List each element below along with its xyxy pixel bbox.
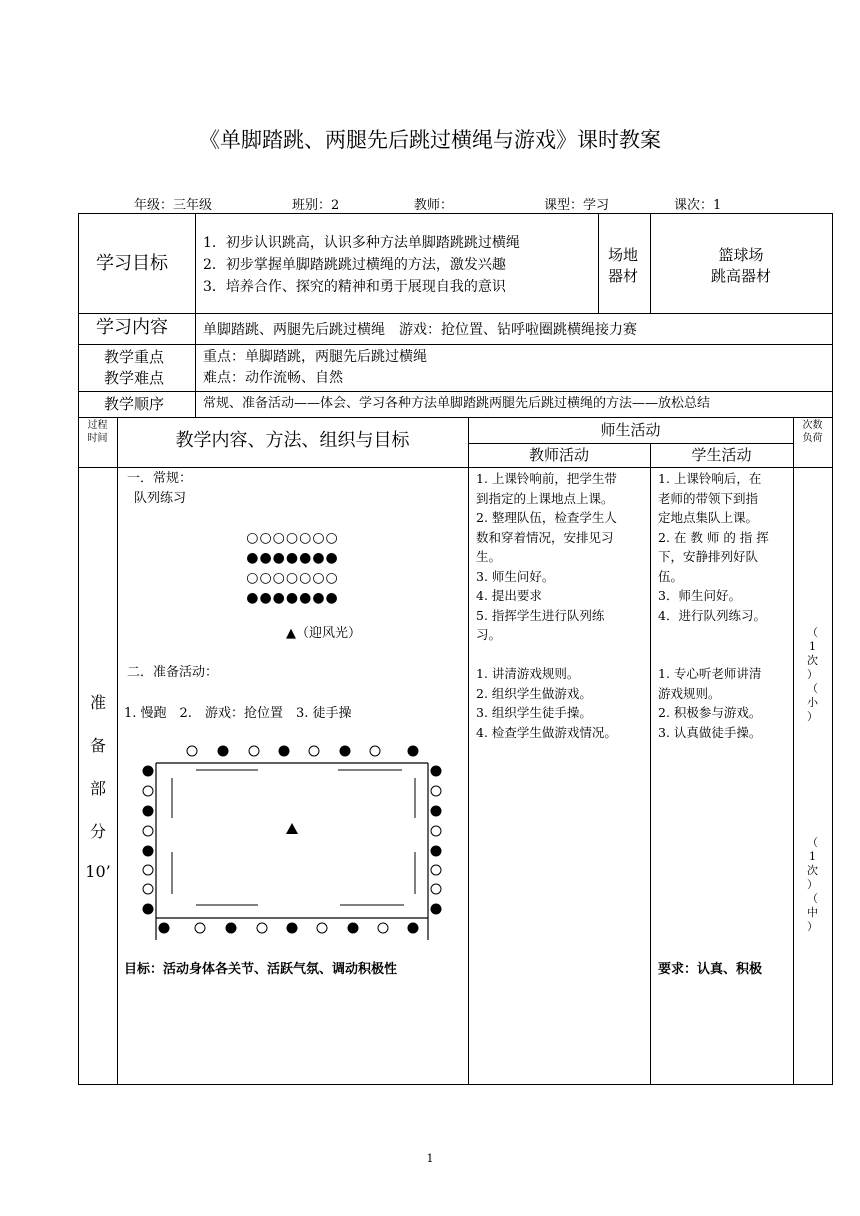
load-char: （ [807, 626, 818, 639]
activity-line: 1. 专心听老师讲清 [658, 666, 762, 681]
activity-line: 1. 上课铃响前，把学生带 [476, 471, 617, 486]
load-small [793, 626, 832, 724]
formation-row: ○○○○○○○ [246, 530, 339, 546]
activity-line: 4. 检查学生做游戏情况。 [476, 724, 617, 740]
activity-line: 4. 提出要求 [476, 588, 542, 603]
activity-line: 老师的带领下到指 [658, 490, 759, 506]
focus-text: 重点：单脚踏跳，两腿先后跳过横绳 [203, 349, 427, 365]
activity-line: 到指定的上课地点上课。 [476, 490, 614, 506]
activity-line: 4．进行队列练习。 [658, 607, 766, 623]
activity-line: 3. 组织学生徒手操。 [476, 705, 592, 720]
difficulty-text: 难点：动作流畅、自然 [203, 370, 343, 386]
difficulty-label: 教学难点 [104, 369, 165, 387]
session-info: 课次：1 [674, 198, 722, 213]
load-char: ） [807, 920, 818, 933]
grade-info: 年级：三年级 [134, 198, 213, 213]
warmup-heading: 二．准备活动： [127, 665, 219, 680]
page-title: 《单脚踏跳、两腿先后跳过横绳与游戏》课时教案 [199, 128, 661, 152]
teacher-info: 教师： [414, 198, 454, 213]
activity-line: 数和穿着情况，安排见习 [476, 529, 614, 545]
type-info: 课型：学习 [544, 198, 610, 213]
student-requirement: 要求：认真、积极 [658, 962, 763, 977]
activity-line: 2. 整理队伍，检查学生人 [476, 510, 617, 525]
load-char: ） [807, 710, 818, 723]
goal-item: 3．培养合作、探究的精神和勇于展现自我的意识 [203, 279, 506, 295]
venue-label: 场地 [608, 246, 639, 264]
time-label: 时间 [87, 433, 108, 444]
load-char: 1 [809, 640, 816, 653]
activity-line: 定地点集队上课。 [658, 510, 759, 525]
count-label: 次数 [802, 420, 823, 431]
section-char: 分 [89, 822, 106, 841]
section-char: 部 [89, 779, 106, 798]
activity-line: 2. 在 教 师 的 指 挥 [658, 529, 769, 545]
activity-line: 2. 组织学生做游戏。 [476, 685, 592, 701]
goal-item: 2．初步掌握单脚踏跳跳过横绳的方法，激发兴趣 [203, 257, 506, 273]
activity-line: 3. 认真做徒手操。 [658, 724, 762, 740]
equipment-value: 跳高器材 [710, 267, 771, 285]
order-text: 常规、准备活动——体会、学习各种方法单脚踏跳两腿先后跳过横绳的方法——放松总结 [203, 396, 711, 411]
content-method-header: 教学内容、方法、组织与目标 [175, 430, 410, 451]
teacher-activity-header: 教师活动 [528, 446, 589, 464]
class-info: 班别：2 [292, 198, 340, 213]
focus-label: 教学重点 [104, 348, 165, 366]
content-goal: 目标：活动身体各关节、活跃气氛、调动积极性 [124, 962, 398, 977]
load-char: 小 [807, 696, 818, 709]
load-char: 中 [807, 906, 818, 919]
activity-line [658, 625, 790, 645]
teacher-activity-list [476, 469, 646, 742]
field-diagram [118, 470, 466, 970]
activity-line: 1. 上课铃响后，在 [658, 471, 762, 486]
activity-header: 师生活动 [600, 421, 661, 439]
activity-line: 伍。 [658, 568, 684, 584]
student-activity-list [658, 469, 790, 742]
formation-row: ●●●●●●● [246, 550, 339, 566]
load-char: （ [807, 892, 818, 905]
activity-line: 1. 讲清游戏规则。 [476, 666, 580, 681]
load-char: ） [807, 668, 818, 681]
section-char: 准 [89, 693, 106, 712]
content-text: 单脚踏跳、两腿先后跳过横绳 游戏：抢位置、钻呼啦圈跳横绳接力赛 [203, 322, 637, 338]
routine-heading: 一．常规： [127, 471, 193, 486]
activity-line: 5. 指挥学生进行队列练 [476, 607, 605, 623]
section-char: 备 [89, 736, 106, 755]
activity-line [476, 645, 646, 665]
process-label: 过程 [87, 420, 108, 431]
activity-line: 3. 师生问好。 [476, 568, 555, 584]
goals-label: 学习目标 [96, 253, 168, 274]
formation-row: ○○○○○○○ [246, 570, 339, 586]
activity-line [658, 645, 790, 665]
venue-value: 篮球场 [718, 246, 764, 264]
load-char: （ [807, 836, 818, 849]
activity-line: 2. 积极参与游戏。 [658, 705, 762, 720]
section-duration: 10’ [85, 862, 111, 881]
drill-text: 队列练习 [134, 491, 187, 506]
load-label: 负荷 [802, 433, 823, 444]
page-number: 1 [426, 1152, 434, 1165]
load-medium [793, 836, 832, 934]
activity-line: 3．师生问好。 [658, 588, 741, 603]
load-char: ） [807, 878, 818, 891]
activity-line: 习。 [476, 627, 502, 642]
activity-line: 游戏规则。 [658, 685, 721, 701]
activity-line: 生。 [476, 549, 502, 564]
teacher-position: ▲（迎风光） [286, 626, 361, 641]
load-char: 1 [809, 850, 816, 863]
warmup-items: 1. 慢跑 2. 游戏：抢位置 3. 徒手操 [124, 706, 352, 721]
goal-item: 1．初步认识跳高，认识多种方法单脚踏跳跳过横绳 [203, 235, 520, 251]
load-char: （ [807, 682, 818, 695]
load-char: 次 [807, 654, 818, 667]
activity-line: 下，安静排列好队 [658, 549, 759, 564]
formation-row: ●●●●●●● [246, 590, 339, 606]
student-activity-header: 学生活动 [691, 446, 752, 464]
equipment-label: 器材 [608, 267, 639, 285]
order-label: 教学顺序 [104, 395, 165, 413]
content-label: 学习内容 [96, 317, 168, 338]
load-char: 次 [807, 864, 818, 877]
